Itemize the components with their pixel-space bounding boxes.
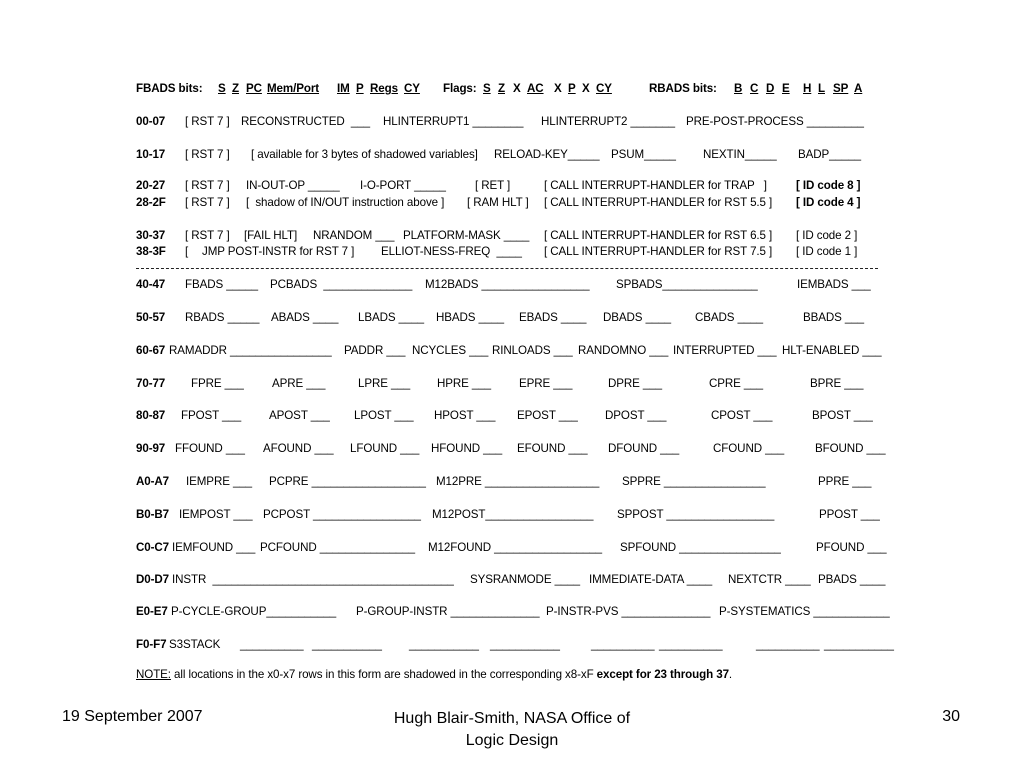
row-cell: PCBADS ______________: [270, 278, 413, 291]
row-address-label: E0-E7: [136, 605, 168, 618]
row-cell: FFOUND ___: [175, 442, 245, 455]
row-cell: [ CALL INTERRUPT-HANDLER for RST 7.5 ]: [544, 245, 773, 258]
row-cell: [ ID code 2 ]: [796, 229, 858, 242]
row-cell: IEMPOST ___: [179, 508, 253, 521]
row-cell: [ RST 7 ]: [185, 229, 230, 242]
rbads-bit: E: [782, 82, 790, 95]
row-cell: HLINTERRUPT2 _______: [541, 115, 675, 128]
row-cell: ___________: [409, 638, 479, 651]
row-cell: EFOUND ___: [517, 442, 588, 455]
footer-author-line2: Logic Design: [465, 732, 559, 749]
row-cell: P-CYCLE-GROUP___________: [171, 605, 337, 618]
row-cell: DFOUND ___: [608, 442, 680, 455]
row-address-label: 80-87: [136, 409, 166, 422]
row-cell: __________: [659, 638, 723, 651]
row-cell: [ RST 7 ]: [185, 148, 230, 161]
note-emphasis: except for 23 through 37: [596, 668, 729, 681]
row-cell: EPRE ___: [519, 377, 573, 390]
row-cell: [ CALL INTERRUPT-HANDLER for TRAP ]: [544, 179, 767, 192]
flag-bit: P: [568, 82, 576, 95]
row-cell: [ CALL INTERRUPT-HANDLER for RST 6.5 ]: [544, 229, 773, 242]
row-cell: IEMFOUND ___: [172, 541, 256, 554]
row-cell: [ RST 7 ]: [185, 115, 230, 128]
row-cell: HBADS ____: [436, 311, 504, 324]
row-cell: SPPOST _________________: [617, 508, 775, 521]
row-cell: LFOUND ___: [350, 442, 420, 455]
row-cell: HLINTERRUPT1 ________: [383, 115, 524, 128]
fbads-bit: CY: [404, 82, 420, 95]
row-cell: PCPRE __________________: [269, 475, 426, 488]
row-cell: EPOST ___: [517, 409, 578, 422]
row-cell: LBADS ____: [358, 311, 425, 324]
row-cell: CPOST ___: [711, 409, 773, 422]
row-cell: IEMBADS ___: [797, 278, 871, 291]
row-cell: BPRE ___: [810, 377, 864, 390]
row-cell: PADDR ___: [344, 344, 406, 357]
row-cell: M12PRE __________________: [436, 475, 600, 488]
row-cell: S3STACK: [169, 638, 221, 651]
fbads-bits-label: FBADS bits:: [136, 82, 203, 95]
row-address-label: 70-77: [136, 377, 166, 390]
row-cell: __________: [240, 638, 304, 651]
row-address-label: 28-2F: [136, 196, 166, 209]
row-cell: RELOAD-KEY_____: [494, 148, 600, 161]
row-cell: CPRE ___: [709, 377, 763, 390]
row-cell: DBADS ____: [603, 311, 671, 324]
row-cell: LPRE ___: [358, 377, 411, 390]
note-text: all locations in the x0-x7 rows in this form are shadowed in the corresponding x8-xF: [170, 668, 597, 681]
row-cell: [ ID code 4 ]: [796, 196, 861, 209]
row-cell: BBADS ___: [803, 311, 864, 324]
row-cell: DPOST ___: [605, 409, 667, 422]
row-cell: PFOUND ___: [816, 541, 887, 554]
row-cell: RECONSTRUCTED ___: [241, 115, 370, 128]
row-cell: [ RST 7 ]: [185, 179, 230, 192]
row-cell: AFOUND ___: [263, 442, 334, 455]
rbads-bit: L: [818, 82, 825, 95]
row-cell: SPBADS_______________: [616, 278, 758, 291]
row-cell: PRE-POST-PROCESS _________: [686, 115, 864, 128]
row-cell: SYSRANMODE ____: [470, 573, 580, 586]
row-cell: ABADS ____: [271, 311, 339, 324]
row-cell: I-O-PORT _____: [360, 179, 446, 192]
rbads-bit: A: [854, 82, 863, 95]
flag-bit: X: [513, 82, 521, 95]
row-cell: __________: [591, 638, 655, 651]
row-cell: APOST ___: [269, 409, 330, 422]
row-address-label: B0-B7: [136, 508, 170, 521]
row-cell: HFOUND ___: [431, 442, 503, 455]
fbads-bit: Regs: [370, 82, 398, 95]
row-cell: [ available for 3 bytes of shadowed variables]: [251, 148, 478, 161]
row-cell: [ CALL INTERRUPT-HANDLER for RST 5.5 ]: [544, 196, 773, 209]
row-cell: NEXTCTR ____: [728, 573, 811, 586]
row-cell: BPOST ___: [812, 409, 873, 422]
row-cell: ___________: [312, 638, 382, 651]
row-cell: ___________: [824, 638, 894, 651]
row-cell: IN-OUT-OP _____: [246, 179, 340, 192]
row-cell: __________: [756, 638, 820, 651]
row-cell: RAMADDR ________________: [169, 344, 332, 357]
row-cell: NCYCLES ___: [412, 344, 489, 357]
flag-bit: Z: [498, 82, 505, 95]
row-cell: RANDOMNO ___: [578, 344, 669, 357]
row-cell: DPRE ___: [608, 377, 662, 390]
flag-bit: X: [554, 82, 562, 95]
row-cell: FPRE ___: [191, 377, 244, 390]
fbads-bit: Mem/Port: [267, 82, 320, 95]
row-address-label: 20-27: [136, 179, 166, 192]
row-cell: PCPOST _________________: [263, 508, 421, 521]
flags-label: Flags:: [443, 82, 477, 95]
row-address-label: 38-3F: [136, 245, 166, 258]
row-cell: [ RST 7 ]: [185, 196, 230, 209]
flag-bit: X: [582, 82, 590, 95]
footer-author-line1: Hugh Blair-Smith, NASA Office of: [393, 710, 631, 727]
row-cell: IMMEDIATE-DATA ____: [589, 573, 713, 586]
row-cell: [: [185, 245, 189, 258]
row-cell: PSUM_____: [611, 148, 676, 161]
row-address-label: 50-57: [136, 311, 166, 324]
row-cell: SPPRE ________________: [622, 475, 766, 488]
fbads-bit: P: [356, 82, 364, 95]
row-cell: NRANDOM ___: [313, 229, 395, 242]
row-cell: [ shadow of IN/OUT instruction above ]: [246, 196, 445, 209]
row-address-label: 40-47: [136, 278, 166, 291]
note-prefix: NOTE:: [136, 668, 171, 681]
row-cell: M12FOUND _________________: [428, 541, 603, 554]
fbads-bit: IM: [337, 82, 350, 95]
row-cell: ___________: [490, 638, 560, 651]
row-cell: P-GROUP-INSTR ______________: [356, 605, 540, 618]
row-address-label: 00-07: [136, 115, 166, 128]
fbads-bit: Z: [232, 82, 239, 95]
row-cell: PPOST ___: [819, 508, 880, 521]
row-cell: INSTR ______________________________________: [172, 573, 454, 586]
row-cell: PLATFORM-MASK ____: [403, 229, 530, 242]
row-cell: ELLIOT-NESS-FREQ ____: [381, 245, 522, 258]
row-cell: HPRE ___: [437, 377, 491, 390]
row-cell: [ RAM HLT ]: [467, 196, 529, 209]
section-divider: [136, 268, 878, 269]
row-cell: JMP POST-INSTR for RST 7 ]: [202, 245, 355, 258]
row-cell: SPFOUND ________________: [620, 541, 781, 554]
row-cell: LPOST ___: [354, 409, 414, 422]
rbads-bit: H: [803, 82, 812, 95]
row-address-label: C0-C7: [136, 541, 170, 554]
footer-date: 19 September 2007: [62, 708, 203, 725]
footer-page-number: 30: [942, 708, 960, 725]
row-cell: HLT-ENABLED ___: [782, 344, 882, 357]
row-cell: CFOUND ___: [713, 442, 785, 455]
row-cell: CBADS ____: [695, 311, 763, 324]
row-cell: P-SYSTEMATICS ____________: [719, 605, 890, 618]
row-cell: M12BADS _________________: [425, 278, 590, 291]
rbads-bit: SP: [833, 82, 849, 95]
row-address-label: D0-D7: [136, 573, 170, 586]
row-cell: RBADS _____: [185, 311, 260, 324]
rbads-bits-label: RBADS bits:: [649, 82, 717, 95]
footer-author: [352, 708, 672, 752]
row-cell: M12POST_________________: [432, 508, 594, 521]
row-cell: NEXTIN_____: [703, 148, 777, 161]
form-note: [136, 668, 732, 681]
row-cell: [ RET ]: [475, 179, 511, 192]
row-cell: FBADS _____: [185, 278, 259, 291]
row-cell: EBADS ____: [519, 311, 587, 324]
note-suffix: .: [728, 668, 733, 681]
flag-bit: AC: [527, 82, 544, 95]
row-cell: APRE ___: [272, 377, 326, 390]
row-address-label: 60-67: [136, 344, 166, 357]
fbads-bit: PC: [246, 82, 262, 95]
fbads-bit: S: [218, 82, 226, 95]
row-cell: HPOST ___: [434, 409, 496, 422]
row-address-label: F0-F7: [136, 638, 167, 651]
row-cell: FPOST ___: [181, 409, 242, 422]
row-cell: RINLOADS ___: [492, 344, 573, 357]
flag-bit: S: [483, 82, 491, 95]
rbads-bit: C: [750, 82, 759, 95]
flag-bit: CY: [596, 82, 612, 95]
row-cell: IEMPRE ___: [186, 475, 253, 488]
rbads-bit: B: [734, 82, 743, 95]
row-cell: PCFOUND _______________: [260, 541, 415, 554]
row-cell: PBADS ____: [818, 573, 886, 586]
row-cell: BADP_____: [798, 148, 861, 161]
rbads-bit: D: [766, 82, 775, 95]
row-cell: [ ID code 8 ]: [796, 179, 861, 192]
row-address-label: 10-17: [136, 148, 166, 161]
row-cell: PPRE ___: [818, 475, 872, 488]
row-cell: P-INSTR-PVS ______________: [546, 605, 711, 618]
row-address-label: 90-97: [136, 442, 166, 455]
row-cell: BFOUND ___: [815, 442, 886, 455]
row-address-label: A0-A7: [136, 475, 170, 488]
row-cell: [ ID code 1 ]: [796, 245, 858, 258]
row-cell: [FAIL HLT]: [244, 229, 298, 242]
row-cell: INTERRUPTED ___: [673, 344, 777, 357]
row-address-label: 30-37: [136, 229, 166, 242]
